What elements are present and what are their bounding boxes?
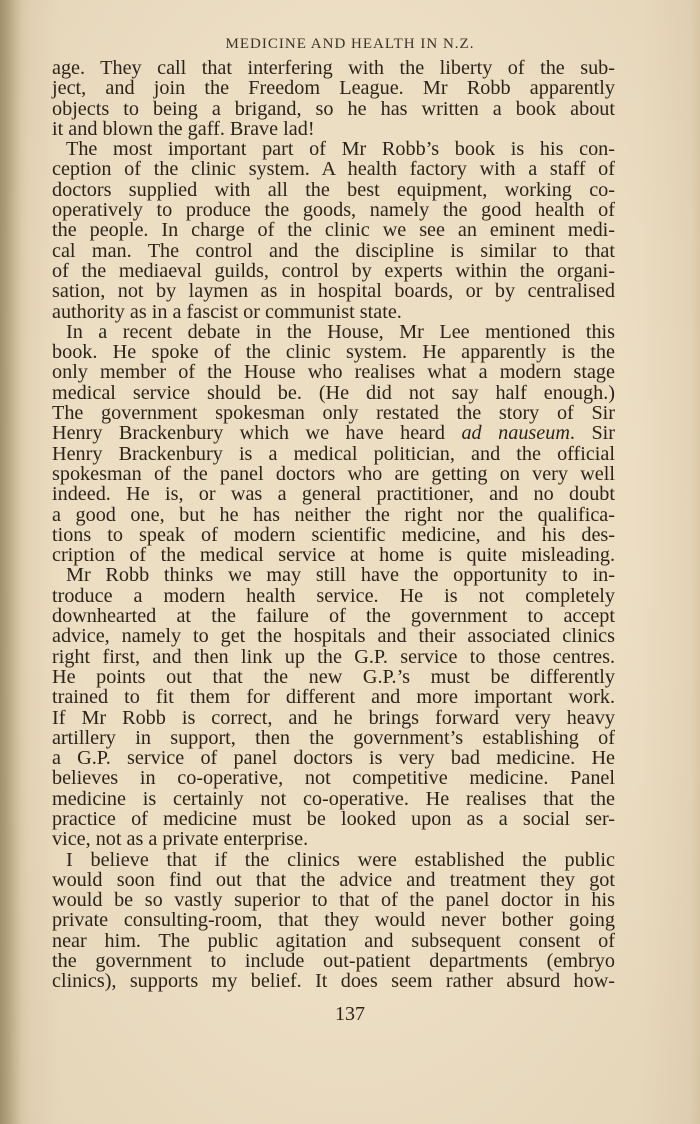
body-text bbox=[52, 58, 615, 992]
text-line: advice, namely to get the hospitals and their associated clinics bbox=[52, 625, 615, 648]
text-line: In a recent debate in the House, Mr Lee mentioned this bbox=[66, 320, 615, 343]
text-line: book. He spoke of the clinic system. He apparently is the bbox=[52, 341, 615, 364]
text-line: downhearted at the failure of the government to accept bbox=[52, 605, 615, 628]
text-line: a G.P. service of panel doctors is very bad medicine. He bbox=[52, 747, 615, 770]
text-line: operatively to produce the goods, namely the good health of bbox=[52, 199, 615, 222]
page-number: 137 bbox=[335, 1003, 365, 1025]
text-line: cription of the medical service at home is quite misleading. bbox=[52, 544, 615, 567]
text-line: the government to include out-patient departments (embryo bbox=[52, 950, 615, 973]
text-line: near him. The public agitation and subsequent consent of bbox=[52, 929, 615, 952]
text-line: spokesman of the panel doctors who are getting on very well bbox=[52, 462, 615, 485]
text-line: of the mediaeval guilds, control by experts within the organi- bbox=[52, 259, 615, 282]
text-line: vice, not as a private enterprise. bbox=[52, 828, 309, 851]
text-line: ception of the clinic system. A health factory with a staff of bbox=[52, 158, 615, 181]
text-line: artillery in support, then the government’s establishing of bbox=[52, 726, 615, 749]
text-line: The government spokesman only restated the story of Sir bbox=[52, 402, 615, 425]
text-line: would be so vastly superior to that of the panel doctor in his bbox=[52, 889, 615, 912]
text-line: a good one, but he has neither the right nor the qualifica- bbox=[52, 503, 615, 526]
text-line: If Mr Robb is correct, and he brings forward very heavy bbox=[52, 706, 615, 729]
text-line: it and blown the gaff. Brave lad! bbox=[52, 117, 315, 140]
spine-shadow bbox=[0, 0, 22, 1124]
text-line: tions to speak of modern scientific medicine, and his des- bbox=[52, 523, 615, 546]
text-line: would soon find out that the advice and treatment they got bbox=[52, 868, 615, 891]
text-line: Mr Robb thinks we may still have the opportunity to in- bbox=[66, 564, 615, 587]
running-head: MEDICINE AND HEALTH IN N.Z. bbox=[225, 36, 475, 52]
text-line: authority as in a fascist or communist state. bbox=[52, 300, 402, 323]
text-line: The most important part of Mr Robb’s book is his con- bbox=[66, 138, 615, 161]
text-line: private consulting-room, that they would never bother going bbox=[52, 909, 615, 932]
text-line: objects to being a brigand, so he has written a book about bbox=[52, 97, 615, 120]
text-line: sation, not by laymen as in hospital boards, or by centralised bbox=[52, 280, 615, 303]
text-line: right first, and then link up the G.P. service to those centres. bbox=[52, 645, 615, 668]
text-line: practice of medicine must be looked upon as a social ser- bbox=[52, 807, 615, 830]
text-line: medical service should be. (He did not say half enough.) bbox=[52, 381, 615, 404]
italic-phrase: ad nauseum bbox=[461, 422, 570, 445]
text-line: medicine is certainly not co-operative. He realises that the bbox=[52, 787, 615, 810]
text-line: indeed. He is, or was a general practitioner, and no doubt bbox=[52, 483, 615, 506]
text-line: age. They call that interfering with the liberty of the sub- bbox=[52, 57, 615, 79]
text-line: believes in co-operative, not competitive medicine. Panel bbox=[52, 767, 615, 790]
text-line: cal man. The control and the discipline is similar to that bbox=[52, 239, 615, 262]
text-line: the people. In charge of the clinic we see an eminent medi- bbox=[52, 219, 615, 242]
text-line: troduce a modern health service. He is not completely bbox=[52, 584, 615, 607]
text-line: ject, and join the Freedom League. Mr Robb apparently bbox=[52, 77, 615, 100]
text-line: Henry Brackenbury is a medical politician, and the official bbox=[52, 442, 615, 465]
text-line: trained to fit them for different and more important work. bbox=[52, 686, 615, 709]
text-line: only member of the House who realises what a modern stage bbox=[52, 361, 615, 384]
text-line: He points out that the new G.P.’s must be differently bbox=[52, 665, 615, 688]
text-line: clinics), supports my belief. It does seem rather absurd how- bbox=[52, 970, 615, 993]
text-line: doctors supplied with all the best equipment, working co- bbox=[52, 178, 615, 201]
text-line: Henry Brackenbury which we have heard ad nauseum. Sir bbox=[52, 422, 615, 445]
text-line: I believe that if the clinics were established the public bbox=[66, 848, 615, 871]
